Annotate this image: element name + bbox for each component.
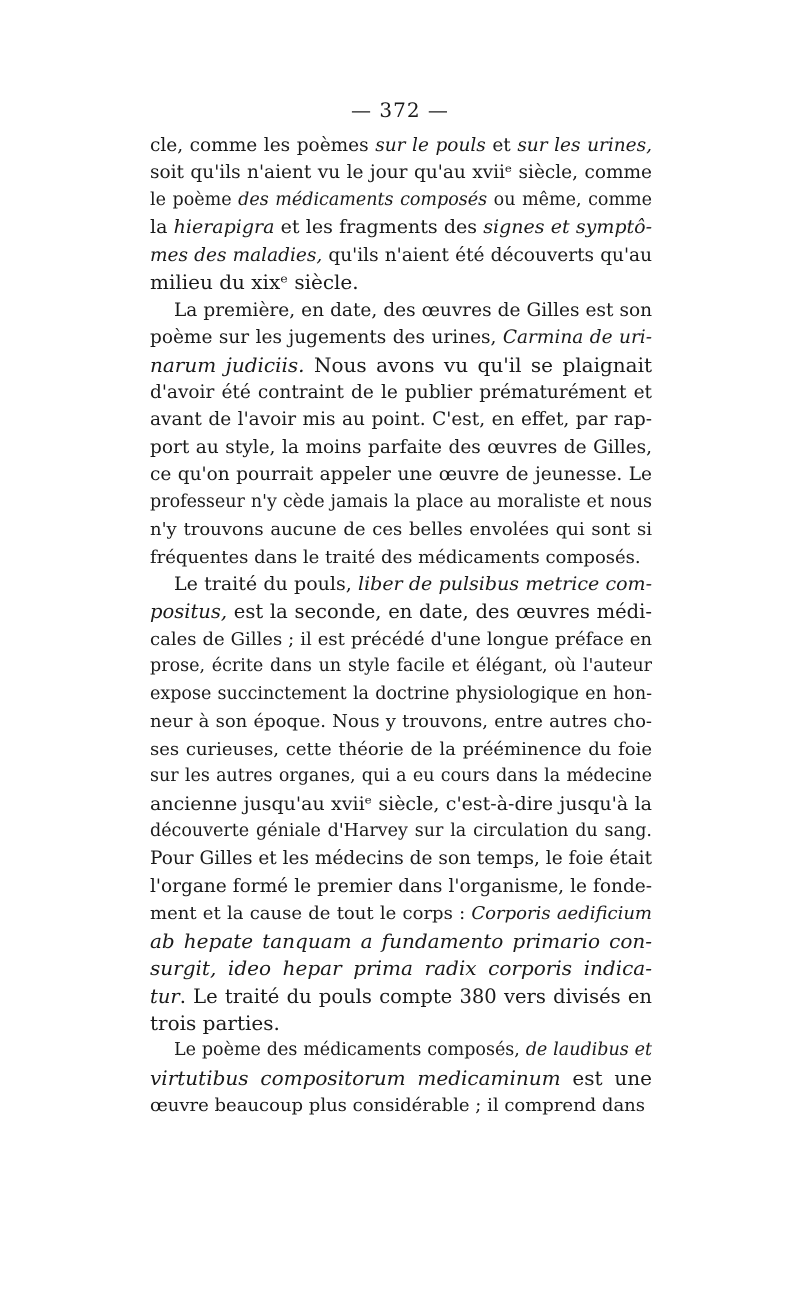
- italic-text-segment: Corporis aedificium: [471, 903, 652, 925]
- text-line: [150, 406, 652, 433]
- text-segment: le poème: [150, 189, 239, 210]
- text-line: [150, 132, 652, 159]
- text-segment: ou même, comme: [487, 189, 653, 210]
- italic-text-segment: tur: [150, 984, 180, 1008]
- text-segment: qu'ils n'aient été découverts qu'au: [322, 244, 652, 266]
- text-line: [150, 791, 652, 818]
- text-segment: et les fragments des: [274, 216, 484, 239]
- text-segment: ancienne jusqu'au xviiᵉ siècle, c'est-à-dire jusqu'à la: [150, 792, 652, 815]
- page-number: — 372 —: [351, 98, 449, 122]
- text-segment: port au style, la moins parfaite des œuvres de Gilles,: [150, 436, 652, 458]
- text-line: [150, 900, 652, 927]
- text-line: [150, 461, 652, 488]
- text-segment: prose, écrite dans un style facile et élégant, où l'auteur: [150, 656, 652, 677]
- text-segment: sur les autres organes, qui a eu cours dans la médecine: [150, 766, 652, 787]
- text-segment: ses curieuses, cette théorie de la prééminence du foie: [150, 738, 652, 760]
- text-segment: poème sur les jugements des urines,: [150, 327, 503, 349]
- text-line: [150, 1010, 652, 1037]
- text-segment: trois parties.: [150, 1011, 280, 1035]
- italic-text-segment: mes des maladies,: [150, 244, 323, 266]
- text-segment: est une: [560, 1065, 652, 1090]
- text-segment: La première, en date, des œuvres de Gilles est son: [174, 299, 652, 321]
- text-segment: fréquentes dans le traité des médicaments composés.: [150, 546, 641, 568]
- italic-text-segment: liber de pulsibus metrice com-: [358, 573, 652, 595]
- text-segment: . Le traité du pouls compte 380 vers divisés en: [179, 984, 652, 1008]
- text-line: [150, 544, 652, 571]
- text-line: [150, 324, 652, 351]
- text-line: [150, 983, 652, 1010]
- text-line: [150, 736, 652, 763]
- text-segment: l'organe formé le premier dans l'organisme, le fonde-: [150, 875, 652, 897]
- italic-text-segment: sur le pouls: [375, 135, 486, 156]
- text-line: [150, 489, 652, 516]
- text-line: [150, 955, 652, 982]
- text-line: [150, 159, 652, 186]
- italic-text-segment: narum judiciis.: [150, 352, 305, 377]
- text-segment: Le poème des médicaments composés,: [174, 1040, 526, 1061]
- text-segment: est la seconde, en date, des œuvres médi-: [227, 600, 652, 624]
- text-segment: neur à son époque. Nous y trouvons, entre autres cho-: [150, 711, 652, 733]
- text-line: [150, 681, 652, 708]
- text-line: [150, 434, 652, 461]
- text-line: [150, 1065, 652, 1092]
- text-segment: Le traité du pouls,: [174, 573, 358, 595]
- text-segment: découverte géniale d'Harvey sur la circulation du sang.: [150, 820, 652, 841]
- text-line: [150, 1092, 652, 1119]
- text-segment: milieu du xixᵉ siècle.: [150, 270, 359, 295]
- text-line: [150, 845, 652, 872]
- text-segment: professeur n'y cède jamais la place au moraliste et nous: [150, 491, 652, 512]
- text-segment: ce qu'on pourrait appeler une œuvre de jeunesse. Le: [150, 464, 652, 486]
- text-line: [150, 379, 652, 406]
- text-line: [150, 653, 652, 680]
- italic-text-segment: sur les urines,: [517, 135, 652, 156]
- italic-text-segment: virtutibus compositorum medicaminum: [150, 1065, 561, 1090]
- text-line: [150, 1037, 652, 1064]
- text-segment: Nous avons vu qu'il se plaignait: [304, 352, 653, 377]
- text-line: [150, 571, 652, 598]
- text-segment: cales de Gilles ; il est précédé d'une longue préface en: [150, 628, 652, 650]
- text-segment: d'avoir été contraint de le publier prématurément et: [150, 381, 652, 403]
- text-line: [150, 763, 652, 790]
- italic-text-segment: positus,: [150, 600, 228, 624]
- italic-text-segment: de laudibus et: [525, 1040, 652, 1061]
- text-segment: avant de l'avoir mis au point. C'est, en effet, par rap-: [150, 409, 652, 431]
- body-text: [150, 132, 652, 1120]
- text-line: [150, 297, 652, 324]
- text-line: [150, 626, 652, 653]
- text-line: [150, 873, 652, 900]
- text-segment: soit qu'ils n'aient vu le jour qu'au xviiᵉ siècle, comme: [150, 162, 652, 184]
- text-line: [150, 269, 652, 296]
- text-segment: œuvre beaucoup plus considérable ; il comprend dans: [150, 1095, 645, 1117]
- text-segment: expose succinctement la doctrine physiologique en hon-: [150, 683, 652, 704]
- text-line: [150, 352, 652, 379]
- text-line: [150, 928, 652, 955]
- text-line: [150, 214, 652, 241]
- text-line: [150, 516, 652, 543]
- text-segment: et: [485, 135, 518, 156]
- text-line: [150, 818, 652, 845]
- italic-text-segment: hierapigra: [173, 216, 275, 239]
- text-segment: la: [150, 216, 174, 239]
- italic-text-segment: ab hepate tanquam a fundamento primario con-: [150, 928, 652, 953]
- text-line: [150, 242, 652, 269]
- italic-text-segment: Carmina de uri-: [502, 327, 652, 349]
- text-segment: cle, comme les poèmes: [150, 135, 376, 156]
- text-segment: Pour Gilles et les médecins de son temps, le foie était: [150, 848, 653, 870]
- text-line: [150, 708, 652, 735]
- italic-text-segment: signes et symptô-: [483, 216, 652, 239]
- italic-text-segment: surgit, ideo hepar prima radix corporis indica-: [150, 956, 652, 981]
- text-segment: n'y trouvons aucune de ces belles envolées qui sont si: [150, 519, 652, 541]
- italic-text-segment: des médicaments composés: [238, 189, 488, 210]
- text-line: [150, 187, 652, 214]
- text-line: [150, 598, 652, 625]
- text-segment: ment et la cause de tout le corps :: [150, 903, 472, 925]
